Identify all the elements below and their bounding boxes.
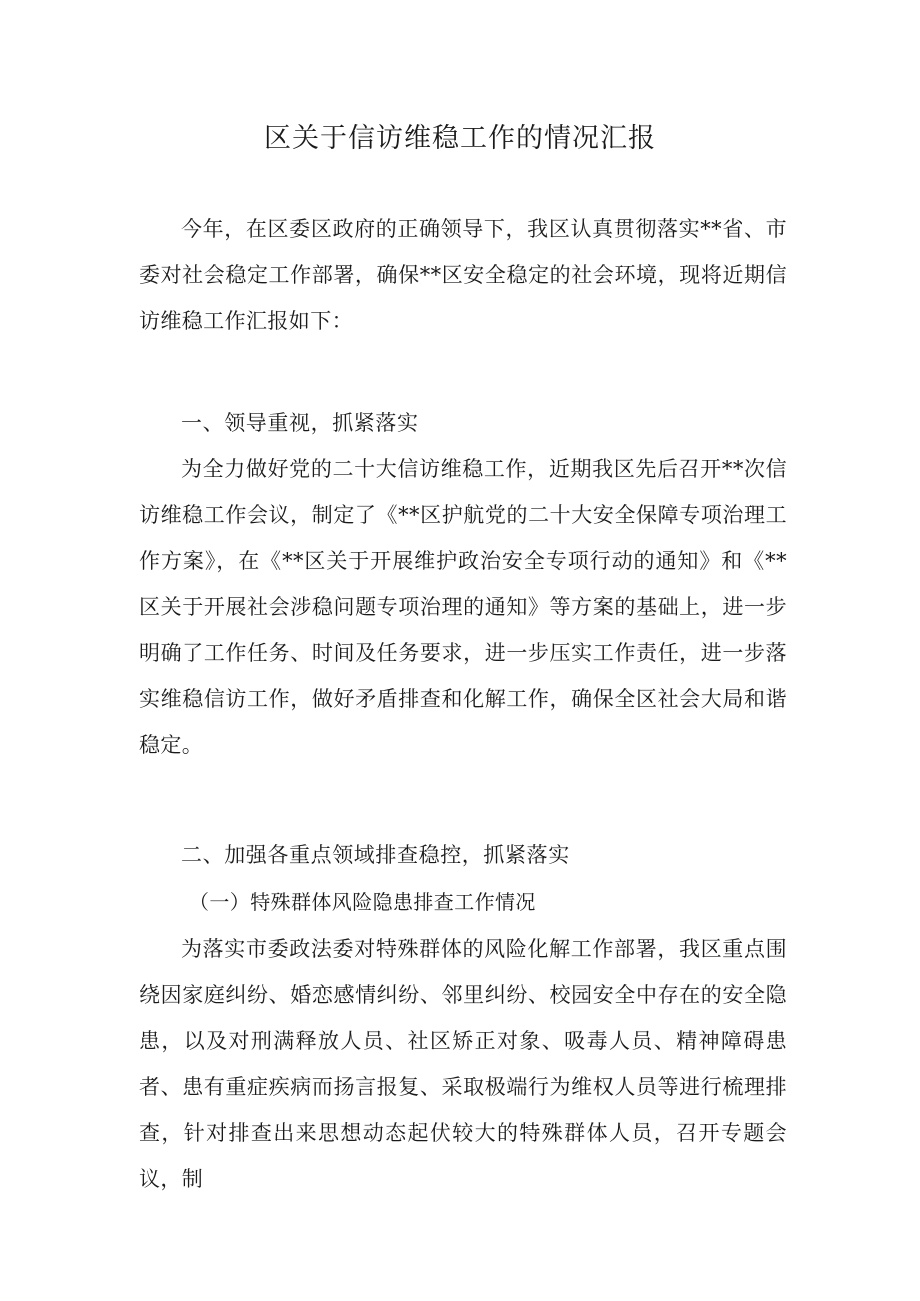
document-title: 区关于信访维稳工作的情况汇报 bbox=[264, 123, 656, 154]
section-2-subheading: （一）特殊群体风险隐患排查工作情况 bbox=[189, 890, 536, 914]
section-2-paragraph: 为落实市委政法委对特殊群体的风险化解工作部署，我区重点围绕因家庭纠纷、婚恋感情纠纷、邻里纠纷、校园安全中存在的安全隐患，以及对刑满释放人员、社区矫正对象、吸毒人员、精神障碍患者、患有重症疾病而扬言报复、采取极端行为维权人员等进行梳理排查，针对排查出来思想动态起伏较大的特殊群体人员，召开专题会议，制 bbox=[139, 937, 787, 1191]
intro-paragraph: 今年，在区委区政府的正确领导下，我区认真贯彻落实**省、市委对社会稳定工作部署，确保**区安全稳定的社会环境，现将近期信访维稳工作汇报如下： bbox=[139, 217, 787, 333]
section-2-heading: 二、加强各重点领域排查稳控，抓紧落实 bbox=[181, 843, 570, 867]
section-1-paragraph: 为全力做好党的二十大信访维稳工作，近期我区先后召开**次信访维稳工作会议，制定了《**区护航党的二十大安全保障专项治理工作方案》，在《**区关于开展维护政治安全专项行动的通知》和《**区关于开展社会涉稳问题专项治理的通知》等方案的基础上，进一步明确了工作任务、时间及任务要求，进一步压实工作责任，进一步落实维稳信访工作，做好矛盾排查和化解工作，确保全区社会大局和谐稳定。 bbox=[139, 457, 787, 757]
section-1-heading: 一、领导重视，抓紧落实 bbox=[181, 411, 419, 435]
